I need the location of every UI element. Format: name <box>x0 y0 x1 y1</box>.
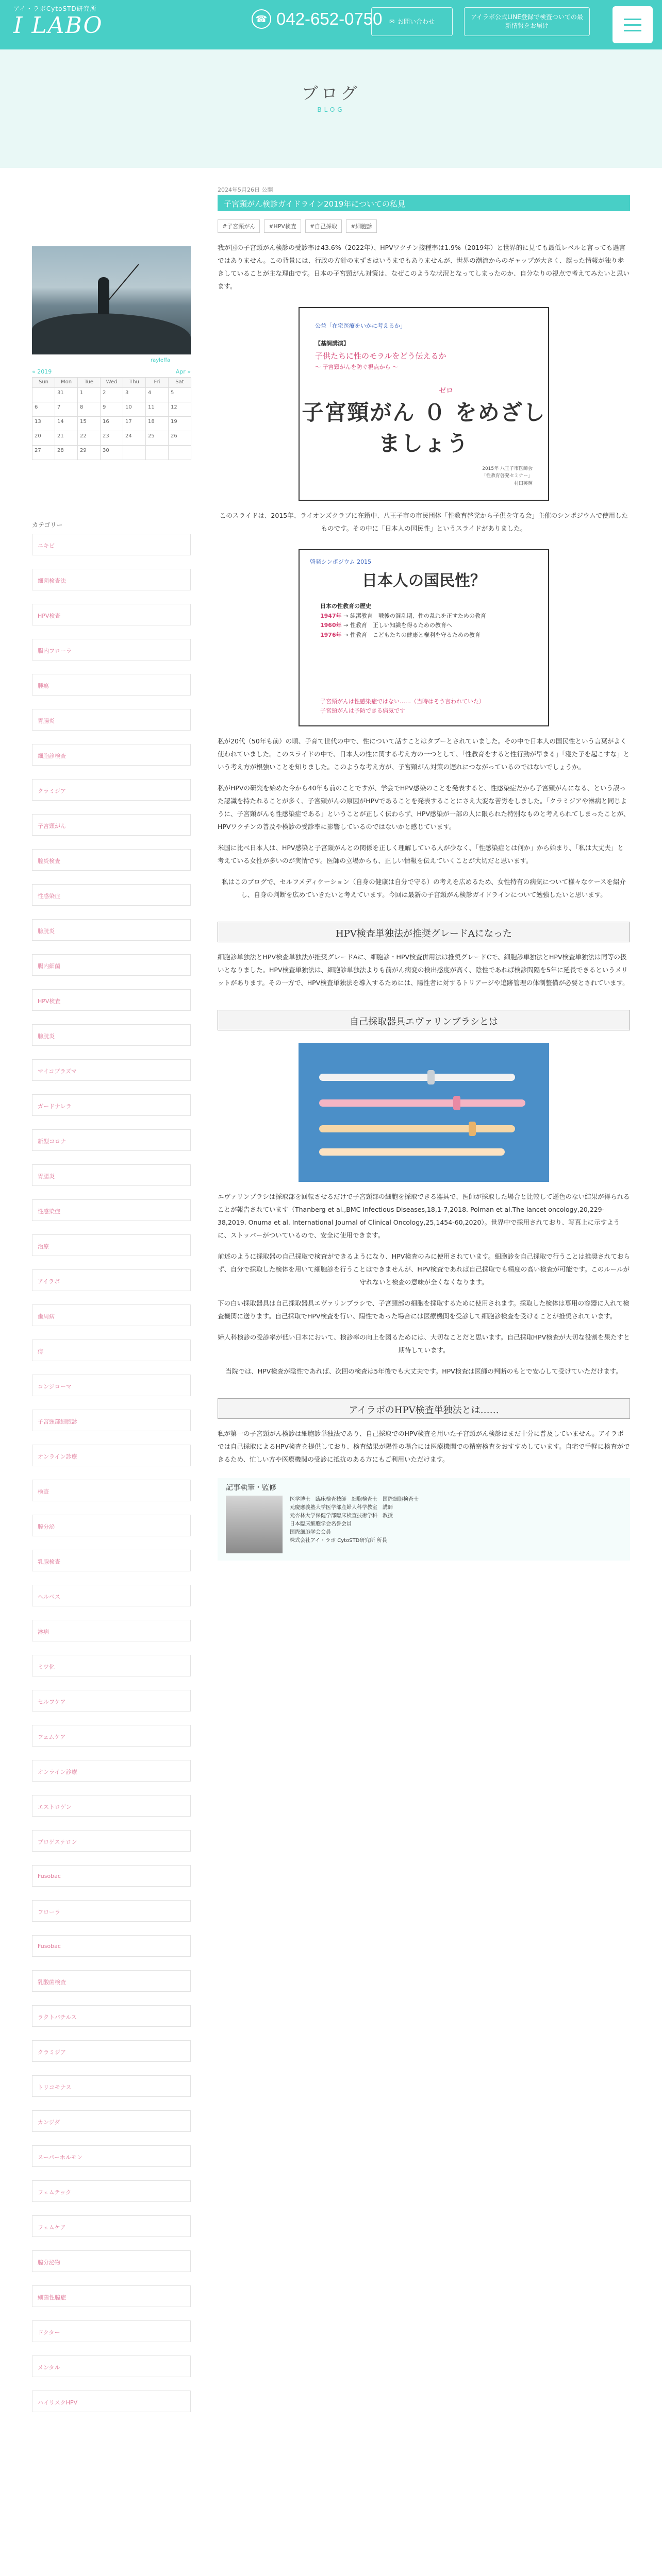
profile-text: 医学博士 臨床検査技師 細胞検査士 国際細胞検査士 元慶應義塾大学医学部産婦人科学教室 講師 元杏林大学保健学部臨床検査技術学科 教授 日本臨床細胞学会名誉会員 国際細胞学会会員 株式会社アイ・ラボ CytoSTD研究所 所長 <box>290 1497 419 1544</box>
category-item[interactable]: 膀胱炎 <box>32 919 191 941</box>
paragraph-history: 私が20代（50年も前）の頃、子育て世代の中で、性について話すことはタブーとされていました。その中で日本人の国民性という言葉がよく使われていました。このスライドの中で、日本人の性に関する考え方の一つとして、「性教育をすると性行動が早まる」「寝た子を起こすな」という考え方が根強いことを知りました。このような考え方が、子宮頸がん対策の遅れにつながっているのではないでしょうか。 <box>218 737 630 771</box>
slide1-headline: 子宮頸がん ０ をめざしましょう <box>302 400 546 456</box>
tag-link[interactable]: #自己採取 <box>305 219 342 233</box>
slide2-body <box>320 602 486 640</box>
slide1-note-3: 村田英輝 <box>514 481 533 486</box>
paragraph-blog-purpose: 私はこのブログで、セルフメディケーション（自身の健康は自分で守る）の考えを広めるため、女性特有の病気について様々なケースを紹介し、自身の判断を広めていきたいと考えています。今回は最新の子宮頸がん検診ガイドラインについて勉強したいと思います。 <box>222 878 626 899</box>
category-item[interactable]: 性感染症 <box>32 1199 191 1221</box>
category-item[interactable]: トリコモナス <box>32 2075 191 2097</box>
slide2-year-2-text: → 性教育 正しい知識を得るための教育へ <box>343 622 452 629</box>
calendar-day[interactable]: 15 <box>78 417 101 431</box>
category-item[interactable]: プロゲステロン <box>32 1830 191 1852</box>
calendar-day[interactable]: 22 <box>78 431 101 446</box>
calendar-day[interactable]: 23 <box>101 431 123 446</box>
calendar-day <box>123 446 146 460</box>
category-item[interactable]: 胃腸炎 <box>32 1164 191 1186</box>
calendar-dow: Sun <box>32 378 55 388</box>
calendar-day[interactable]: 9 <box>101 402 123 417</box>
category-item[interactable]: メンタル <box>32 2355 191 2377</box>
calendar-day <box>169 446 191 460</box>
post-date: 2024年5月26日 公開 <box>218 187 273 193</box>
sidebar-photo <box>32 246 191 354</box>
slide2-title: 日本人の国民性？ <box>362 572 486 590</box>
section-text-grade-a: 細胞診単独法とHPV検査単独法が推奨グレードAに、細胞診・HPV検査併用法は推奨グレードCで、細胞診単独法とHPV検査単独法は同等の扱いとなりました。HPV検査単独法は、細胞診単独法よりも前がん病変の検出感度が高く、陰性であれば検診間隔を5年に延長できるというメリットがあります。その一方で、HPV検査単独法を導入するためには、陽性者に対するトリアージや追跡管理の体制整備が必要とされています。 <box>218 953 629 987</box>
calendar-prev-link[interactable]: « 2019 <box>32 368 52 375</box>
category-item[interactable]: ガードナレラ <box>32 1094 191 1116</box>
category-item[interactable]: 治療 <box>32 1234 191 1256</box>
section-text-evalyn-2: 前述のように採取器の自己採取で検査ができるようになり、HPV検査のみに使用されています。細胞診を自己採取で行うことは推奨されておらず、自分で採取した検体を用いて細胞診を行うことはできませんが、HPV検査であれば自己採取でも精度の高い検査が可能です。このルールが守れないと検査の意味が全くなくなります。 <box>218 1252 630 1286</box>
photo-credit-link[interactable]: rayleffa <box>151 358 171 363</box>
phone-number[interactable] <box>252 9 383 29</box>
category-item[interactable]: 細菌性膣症 <box>32 2285 191 2307</box>
slide2-year-2: 1960年 <box>320 622 342 629</box>
calendar-day[interactable]: 14 <box>55 417 78 431</box>
category-item[interactable]: 腸内フローラ <box>32 639 191 660</box>
line-register-button[interactable] <box>464 7 590 36</box>
category-item[interactable]: マイコプラズマ <box>32 1059 191 1081</box>
category-item[interactable]: 痔 <box>32 1340 191 1361</box>
category-item[interactable]: 子宮頸部細胞診 <box>32 1410 191 1431</box>
slide1-sub2: 子供たちに性のモラルをどう伝えるか <box>315 351 446 361</box>
slide2-year-3: 1976年 <box>320 632 342 639</box>
category-item[interactable]: クラミジア <box>32 779 191 801</box>
calendar-day[interactable]: 29 <box>78 446 101 460</box>
calendar-day[interactable]: 24 <box>123 431 146 446</box>
section-title-ilabo-hpv: アイラボのHPV検査単独法とは…… <box>218 1398 630 1419</box>
category-item[interactable]: 腸内細菌 <box>32 954 191 976</box>
calendar-day[interactable]: 10 <box>123 402 146 417</box>
page-hero <box>0 49 662 168</box>
category-item[interactable]: Fusobac <box>32 1865 191 1887</box>
category-item[interactable]: カンジダ <box>32 2110 191 2132</box>
category-list <box>32 534 191 2426</box>
calendar-day[interactable]: 5 <box>169 388 191 402</box>
slide1-header: 公益「在宅医療をいかに考えるか」 <box>315 323 406 329</box>
slide-national-character <box>299 549 549 726</box>
category-item[interactable]: ラクトバチルス <box>32 2005 191 2027</box>
calendar-dow: Sat <box>169 378 191 388</box>
author-profile <box>218 1478 630 1561</box>
calendar-day[interactable]: 4 <box>146 388 169 402</box>
calendar-day[interactable]: 30 <box>101 446 123 460</box>
slide2-bottom-1: 子宮頸がんは性感染症ではない……（当時はそう言われていた） <box>320 698 485 705</box>
slide2-bottom-2: 子宮頸がんは予防できる病気です <box>320 707 405 715</box>
category-item[interactable]: セルフケア <box>32 1690 191 1711</box>
categories-title: カテゴリー <box>32 521 63 529</box>
contact-label: お問い合わせ <box>398 18 435 25</box>
category-item[interactable]: 検査 <box>32 1480 191 1501</box>
slide1-note-2: 「性教育啓発セミナー」 <box>481 473 533 479</box>
category-item[interactable]: HPV検査 <box>32 604 191 625</box>
phone-icon: ☎ <box>252 9 271 29</box>
category-item[interactable]: 性感染症 <box>32 884 191 906</box>
post-title: 子宮頸がん検診ガイドライン2019年についての私見 <box>218 195 630 211</box>
category-item[interactable]: 膣分泌 <box>32 1515 191 1536</box>
page-title: ブログ <box>301 83 360 103</box>
calendar-day[interactable]: 31 <box>55 388 78 402</box>
line-label: アイラボ公式LINE登録で検査ついての最新情報をお届け <box>471 13 583 29</box>
calendar-day[interactable]: 16 <box>101 417 123 431</box>
author-photo <box>226 1496 283 1553</box>
calendar-day[interactable]: 27 <box>32 446 55 460</box>
slide-lecture <box>299 307 549 501</box>
slide2-year-1: 1947年 <box>320 612 342 619</box>
evalyn-brush-photo <box>299 1043 549 1182</box>
calendar-dow: Mon <box>55 378 78 388</box>
calendar-day[interactable]: 21 <box>55 431 78 446</box>
logo-subtitle: アイ・ラボCytoSTD研究所 <box>13 5 97 12</box>
calendar-dow: Tue <box>78 378 101 388</box>
slide1-ruby: ゼロ <box>439 387 453 395</box>
calendar-day[interactable]: 2 <box>101 388 123 402</box>
tag-link[interactable]: #HPV検査 <box>264 219 301 233</box>
slide1-note-1: 2015年 八王子市医師会 <box>482 466 533 471</box>
calendar-day[interactable]: 11 <box>146 402 169 417</box>
category-item[interactable]: アイラボ <box>32 1269 191 1291</box>
category-item[interactable]: オンライン診療 <box>32 1445 191 1466</box>
slide1-caption: このスライドは、2015年、ライオンズクラブに在籍中、八王子市の市民団体「性教育啓発から子供を守る会」主催のシンポジウムで使用したものです。その中に「日本人の国民性」というスライドがありました。 <box>219 512 628 532</box>
contact-button[interactable] <box>371 7 453 36</box>
category-item[interactable]: フェムケア <box>32 2215 191 2237</box>
category-item[interactable]: 乳腺検査 <box>32 1550 191 1571</box>
section-text-evalyn-5: 当院では、HPV検査が陰性であれば、次回の検査は5年後でも大丈夫です。HPV検査は医師の判断のもとで安心して受けていただけます。 <box>225 1367 622 1375</box>
category-item[interactable]: 腫瘍 <box>32 674 191 696</box>
paragraph-us-comparison: 米国に比べ日本人は、HPV感染と子宮頸がんとの関係を正しく理解している人が少なく、「性感染症とは何か」から始まり、「私は大丈夫」と考えている女性が多いのが実情です。医師の立場からも、正しい情報を伝えていくことが大切だと思います。 <box>218 844 624 865</box>
section-title-grade-a: HPV検査単独法が推奨グレードAになった <box>218 922 630 942</box>
phone-text: 042-652-0750 <box>276 9 383 28</box>
category-item[interactable]: 子宮頸がん <box>32 814 191 836</box>
mail-icon: ✉ <box>389 18 395 25</box>
calendar-day[interactable]: 8 <box>78 402 101 417</box>
tag-list <box>218 219 630 233</box>
calendar-day <box>146 446 169 460</box>
profile-title: 記事執筆・監修 <box>226 1484 276 1492</box>
slide2-year-3-text: → 性教育 こどもたちの健康と権利を守るための教育 <box>343 632 481 639</box>
calendar-day[interactable]: 3 <box>123 388 146 402</box>
calendar-next-link[interactable]: Apr » <box>175 368 191 375</box>
category-item[interactable]: 膀胱炎 <box>32 1024 191 1046</box>
slide1-note <box>482 465 533 487</box>
category-item[interactable]: 細胞診検査 <box>32 744 191 766</box>
category-item[interactable]: 淋病 <box>32 1620 191 1641</box>
site-logo[interactable]: I LABO <box>13 12 103 39</box>
category-item[interactable]: 新型コロナ <box>32 1129 191 1151</box>
section-text-evalyn-1: エヴァリンブラシは採取部を回転させるだけで子宮頸部の細胞を採取できる器具で、医師が採取した場合と比較して遜色のない結果が得られることが報告されています（Thanberg et al.,BMC Infectious Diseases,18,1-7,2018. Polman et al.The lancet oncology,20,229-38,2019. Onuma et al. International Journal of Clinical Oncology,25,1454-60,2020）。世界中で採用されており、写真上に示すように、ストッパーがついているので、安全に使用できます。 <box>218 1193 630 1239</box>
category-item[interactable]: スーパーホルモン <box>32 2145 191 2167</box>
category-item[interactable]: ニキビ <box>32 534 191 555</box>
calendar-day[interactable]: 1 <box>78 388 101 402</box>
category-item[interactable]: オンライン診療 <box>32 1760 191 1782</box>
calendar-day[interactable]: 20 <box>32 431 55 446</box>
category-item[interactable]: ハイリスクHPV <box>32 2391 191 2412</box>
calendar-day[interactable]: 12 <box>169 402 191 417</box>
calendar-dow: Thu <box>123 378 146 388</box>
calendar-day[interactable]: 19 <box>169 417 191 431</box>
category-item[interactable]: 細菌検査法 <box>32 569 191 590</box>
section-title-evalyn-brush: 自己採取器具エヴァリンブラシとは <box>218 1010 630 1030</box>
category-item[interactable]: クラミジア <box>32 2040 191 2062</box>
tag-link[interactable]: #細胞診 <box>346 219 377 233</box>
category-item[interactable]: Fusobac <box>32 1935 191 1957</box>
calendar-day[interactable]: 7 <box>55 402 78 417</box>
paragraph-hpv-research: 私がHPVの研究を始めた今から40年も前のことですが、学会でHPV感染のことを発表すると、性感染症だから子宮頸がんになる、という誤った認識を持たれることが多く、子宮頸がんの原因がHPVであることを発表することにさえ大変な苦労をしました。「クラミジアや淋病と同じように、子宮頸がんも性感染症である」ということが正しく伝わらず、HPV感染が一部の人に限られた特別なものと考えられてしまったことが、HPVワクチンの普及や検診の受診率に影響しているのではないかと感じています。 <box>218 784 630 831</box>
category-item[interactable]: エストロゲン <box>32 1795 191 1817</box>
calendar-dow: Wed <box>101 378 123 388</box>
calendar-dow: Fri <box>146 378 169 388</box>
section-text-ilabo-hpv: 私が第一の子宮頸がん検診は細胞診単独法であり、自己採取でのHPV検査を用いた子宮頸がん検診はまだ十分に普及していません。アイラボでは自己採取によるHPV検査を提供しており、検査結果が陽性の場合には医療機関での精密検査をおすすめしています。自宅で手軽に検査ができるため、忙しい方や医療機関の受診に抵抗のある方にもご利用いただけます。 <box>218 1430 630 1463</box>
category-item[interactable]: 胃腸炎 <box>32 709 191 731</box>
category-item[interactable]: 乳酸菌検査 <box>32 1970 191 1992</box>
category-item[interactable]: 歯周病 <box>32 1304 191 1326</box>
calendar-day[interactable]: 17 <box>123 417 146 431</box>
category-item[interactable]: ヘルペス <box>32 1585 191 1606</box>
slide2-header: 啓発シンポジウム 2015 <box>310 558 372 565</box>
calendar-day <box>32 388 55 402</box>
category-item[interactable]: コンジローマ <box>32 1375 191 1396</box>
section-text-evalyn-3: 下の白い採取器具は自己採取器具エヴァリンブラシで、子宮頸部の細胞を採取するために使用されます。採取した検体は専用の容器に入れて検査機関に送ります。自己採取でHPV検査を行い、陽性であった場合には医療機関を受診して細胞診検査を受けることが推奨されています。 <box>218 1299 630 1320</box>
category-item[interactable]: ドクター <box>32 2320 191 2342</box>
article <box>218 185 630 1561</box>
slide2-lead: 日本の性教育の歴史 <box>320 603 371 609</box>
calendar-day[interactable]: 25 <box>146 431 169 446</box>
category-item[interactable]: フェムテック <box>32 2180 191 2202</box>
calendar-day[interactable]: 13 <box>32 417 55 431</box>
category-item[interactable]: 膣分泌物 <box>32 2250 191 2272</box>
calendar-day[interactable]: 6 <box>32 402 55 417</box>
category-item[interactable]: フェムケア <box>32 1725 191 1747</box>
slide1-sub3: ～ 子宮頸がんを防ぐ視点から ～ <box>315 364 398 370</box>
section-text-evalyn-4: 婦人科検診の受診率が低い日本において、検診率の向上を図るためには、大切なことだと思います。自己採取HPV検査が大切な役割を果たすと期待しています。 <box>218 1333 630 1354</box>
calendar-grid <box>32 377 191 460</box>
slide2-bottom <box>320 697 485 716</box>
category-item[interactable]: 膣炎検査 <box>32 849 191 871</box>
tag-link[interactable]: #子宮頸がん <box>218 219 260 233</box>
calendar-widget <box>32 366 191 460</box>
category-item[interactable]: HPV検査 <box>32 989 191 1011</box>
calendar-day[interactable]: 26 <box>169 431 191 446</box>
slide2-year-1-text: → 純潔教育 戦後の混乱期、性の乱れを正すための教育 <box>343 612 486 619</box>
category-item[interactable]: フローラ <box>32 1900 191 1922</box>
site-header <box>0 0 662 49</box>
calendar-day[interactable]: 18 <box>146 417 169 431</box>
hamburger-icon[interactable] <box>613 6 653 43</box>
intro-paragraph: 我が国の子宮頸がん検診の受診率は43.6%（2022年）、HPVワクチン接種率は1.9%（2019年）と世界的に見ても最低レベルと言っても過言ではありません。この背景には、行政の方針のまずさはいうまでもありませんが、世界の潮流からのギャップが大きく、誤った情報が独り歩きしていることが主な理由です。日本の子宮頸がん対策は、なぜこのような状況となってしまったのか、自分なりの視点で考えてみたいと思います。 <box>218 244 630 290</box>
page-subtitle: BLOG <box>317 106 345 113</box>
slide1-sub1: 【基調講演】 <box>315 340 349 347</box>
category-item[interactable]: ミツ化 <box>32 1655 191 1676</box>
calendar-day[interactable]: 28 <box>55 446 78 460</box>
